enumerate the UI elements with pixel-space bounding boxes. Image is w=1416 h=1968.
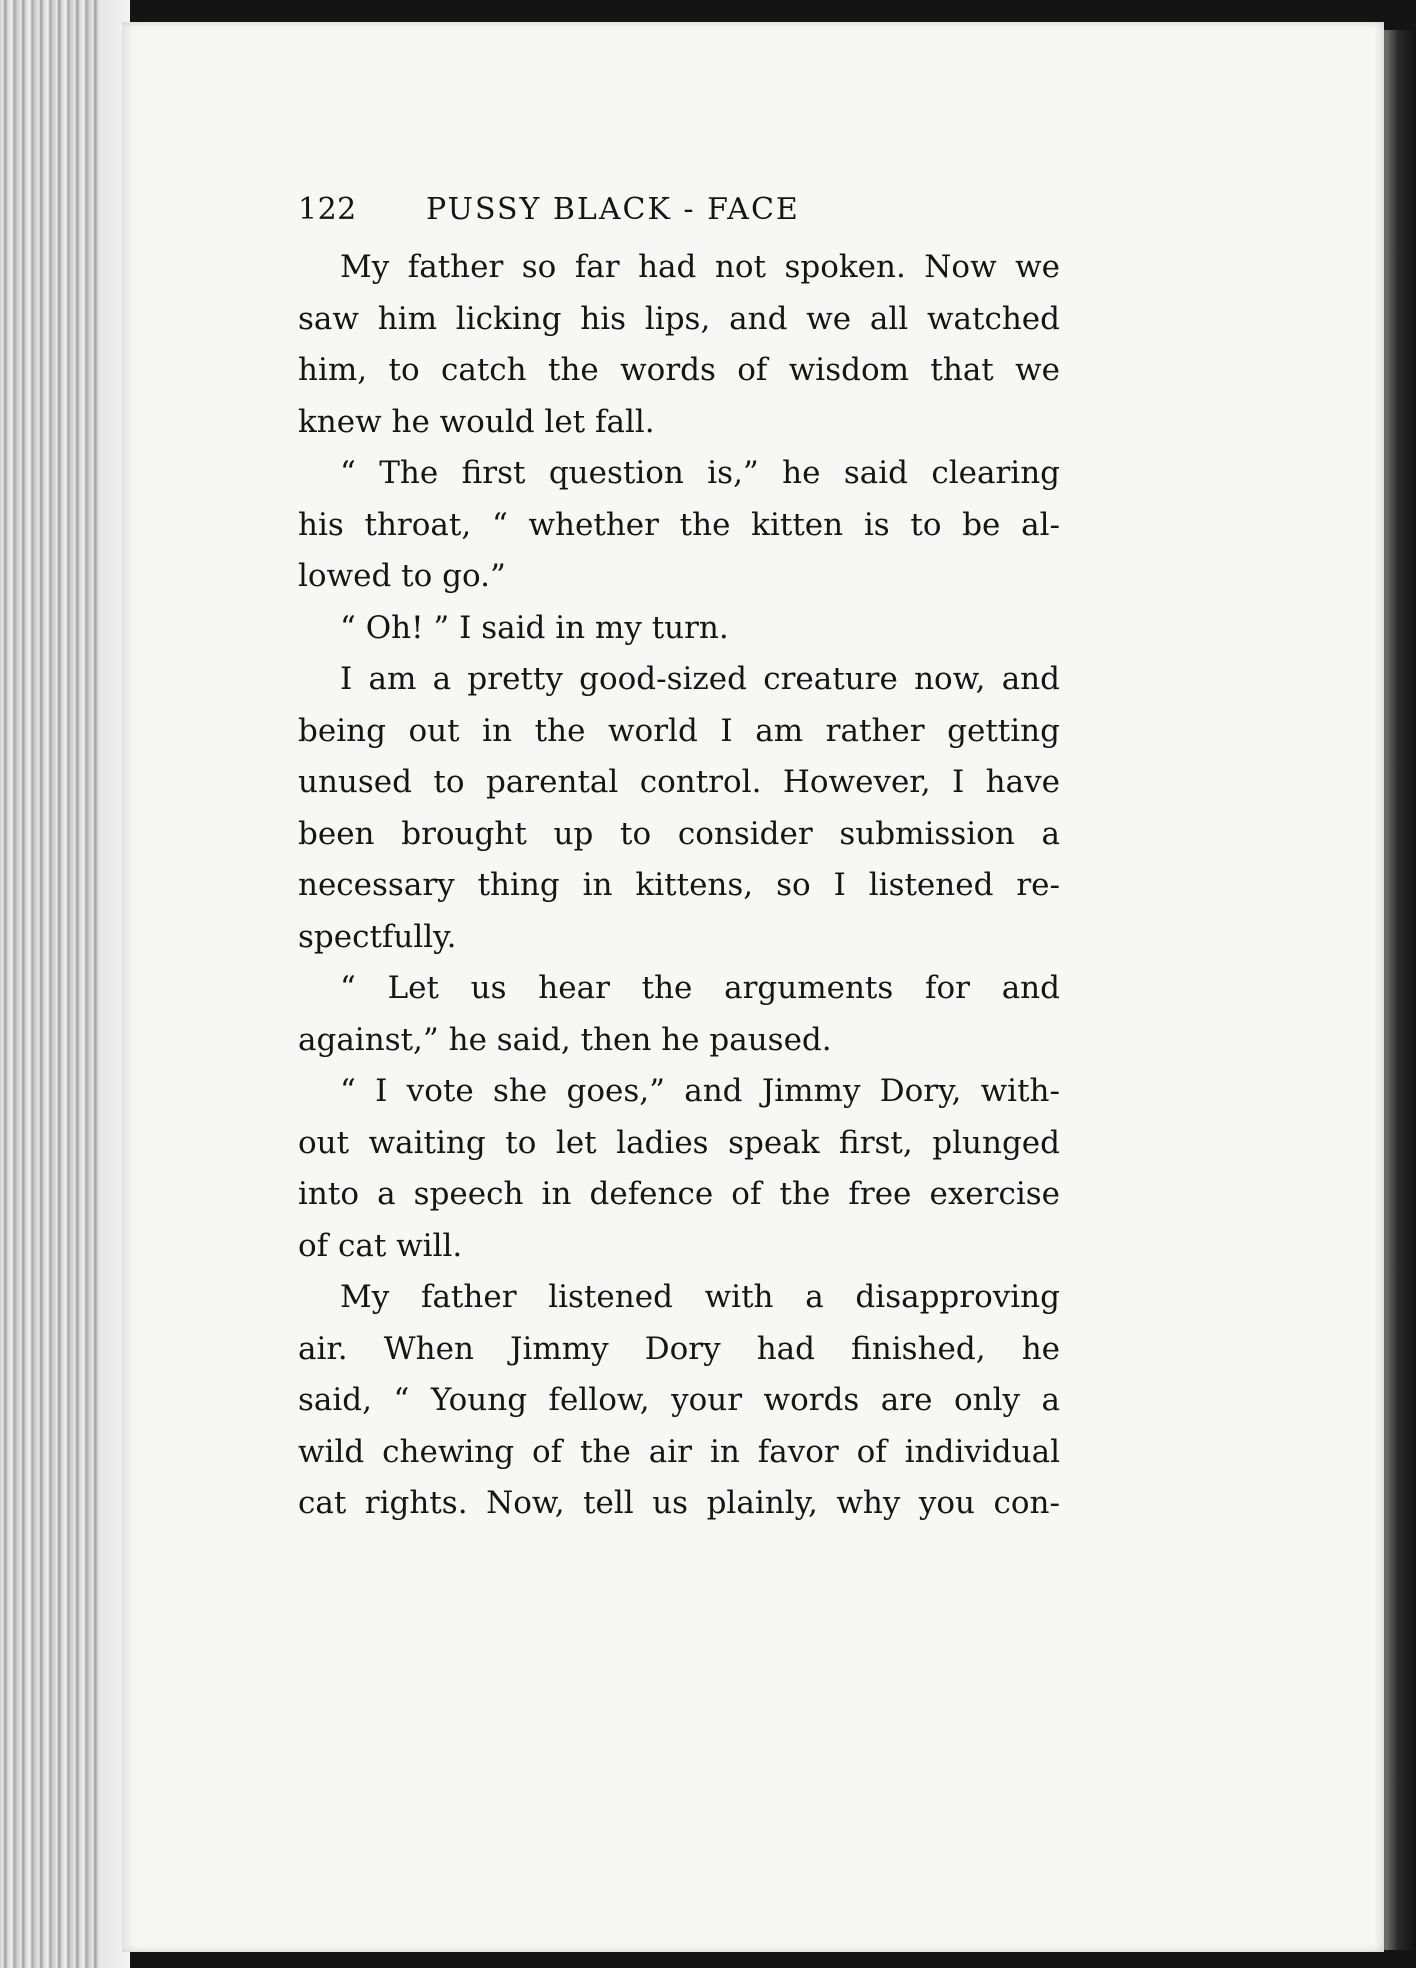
body-text: [298, 242, 1060, 1530]
text-line: air. When Jimmy Dory had finished, he: [298, 1330, 1060, 1367]
text-block: [298, 192, 1060, 1530]
text-line: spectfully.: [298, 918, 457, 955]
text-line: his throat, “ whether the kitten is to be al-: [298, 506, 1060, 543]
text-line: been brought up to consider submission a: [298, 815, 1060, 852]
text-line: unused to parental control. However, I have: [298, 764, 1060, 800]
text-line: said, “ Young fellow, your words are only a: [298, 1382, 1060, 1418]
text-line: against,” he said, then he paused.: [298, 1021, 832, 1058]
text-line: him, to catch the words of wisdom that we: [298, 352, 1060, 388]
text-line: My father so far had not spoken. Now we: [340, 249, 1060, 285]
text-line: into a speech in defence of the free exercise: [298, 1176, 1060, 1212]
text-line: saw him licking his lips, and we all watched: [298, 300, 1060, 337]
text-line: wild chewing of the air in favor of individual: [298, 1433, 1060, 1470]
page-number: 122: [298, 192, 357, 227]
text-line: out waiting to let ladies speak first, plunged: [298, 1124, 1060, 1161]
page-edges: [0, 0, 130, 1968]
text-line: “ I vote she goes,” and Jimmy Dory, with-: [340, 1073, 1060, 1109]
text-line: lowed to go.”: [298, 558, 506, 594]
text-line: knew he would let fall.: [298, 403, 655, 440]
text-line: I am a pretty good-sized creature now, and: [340, 661, 1060, 697]
text-line: cat rights. Now, tell us plainly, why you con-: [298, 1485, 1060, 1521]
text-line: being out in the world I am rather getting: [298, 712, 1060, 749]
running-head: [298, 192, 1060, 242]
text-line: “ Oh! ” I said in my turn.: [340, 609, 729, 646]
text-line: My father listened with a disapproving: [340, 1279, 1060, 1315]
text-line: necessary thing in kittens, so I listened re-: [298, 867, 1060, 903]
running-title: PUSSY BLACK - FACE: [426, 192, 800, 227]
text-line: “ Let us hear the arguments for and: [340, 970, 1060, 1006]
text-line: “ The first question is,” he said clearing: [340, 455, 1060, 491]
text-line: of cat will.: [298, 1227, 463, 1264]
